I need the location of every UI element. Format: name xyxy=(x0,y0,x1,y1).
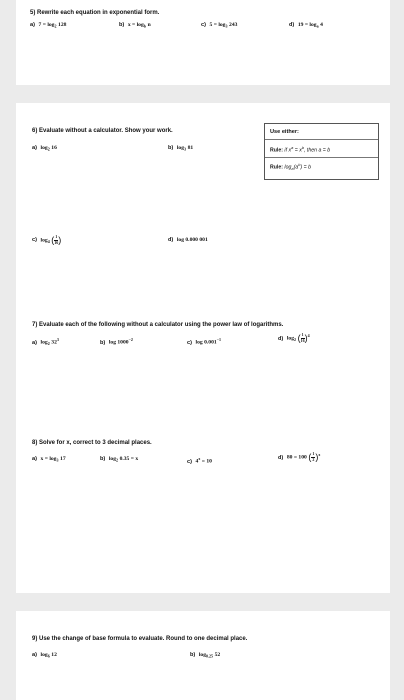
q5-item-b: b) $x = \log_b n$ xyxy=(119,22,151,29)
item-label: d) xyxy=(278,335,284,342)
fraction: $\frac{1}{16}$ xyxy=(300,332,305,343)
item-label: c) xyxy=(187,339,192,346)
item-label: b) xyxy=(100,339,106,346)
q8-item-d: d) 80 = 100 ( $\frac{1}{2}$ )$^x$ xyxy=(278,451,321,463)
item-label: d) xyxy=(289,22,295,28)
item-label: d) xyxy=(278,454,284,461)
item-label: c) xyxy=(32,237,37,244)
fraction: $\frac{1}{16}$ xyxy=(54,234,59,245)
item-label: a) xyxy=(32,456,37,462)
left-paren: ( xyxy=(51,235,55,245)
question-6-title: 6) Evaluate without a calculator. Show your work. xyxy=(32,128,173,134)
q6-item-c: c) $\log_4$ ( $\frac{1}{16}$ ) xyxy=(32,234,62,245)
q6-item-a: a) $\log_2 16$ xyxy=(32,145,57,152)
item-label: b) xyxy=(190,652,196,658)
rule-1: Rule: if $x^a = x^b$, then a = b xyxy=(265,139,378,158)
question-5-title: 5) Rewrite each equation in exponential form. xyxy=(30,10,160,16)
left-paren: ( xyxy=(308,452,312,463)
q7-item-d: d) $\log_2$ ( $\frac{1}{16}$ )$^4$ xyxy=(278,332,310,344)
right-paren: ) xyxy=(304,333,308,344)
item-label: a) xyxy=(30,22,35,28)
q5-item-c: c) $5 = \log_3 243$ xyxy=(201,22,238,29)
item-label: a) xyxy=(32,339,37,346)
q6-item-d: d) log 0.000 001 xyxy=(168,237,208,243)
rules-box xyxy=(264,123,379,180)
question-9-title: 9) Use the change of base formula to evaluate. Round to one decimal place. xyxy=(32,636,248,642)
left-paren: ( xyxy=(297,333,301,344)
rule-2: Rule: $\log_a(a^b) = b$ xyxy=(270,162,311,171)
fraction: $\frac{1}{2}$ xyxy=(312,451,315,462)
q8-item-c: c) $4^x = 10$ xyxy=(187,456,212,465)
q8-item-b: b) $\log_2 0.35 = x$ xyxy=(100,456,139,463)
q9-item-b: b) $\log_{0.25} 52$ xyxy=(190,652,221,659)
item-label: a) xyxy=(32,145,37,151)
item-label: d) xyxy=(168,237,174,243)
question-7-title: 7) Evaluate each of the following without a calculator using the power law of logarithms. xyxy=(32,322,284,328)
item-label: c) xyxy=(187,458,192,465)
question-8-title: 8) Solve for x, correct to 3 decimal places. xyxy=(32,440,152,446)
rule-2-label: Rule: xyxy=(270,164,283,171)
right-paren: ) xyxy=(58,235,62,245)
worksheet-page-3 xyxy=(16,611,390,700)
worksheet-page-1 xyxy=(16,0,390,85)
q9-item-a: a) $\log_6 12$ xyxy=(32,652,57,659)
q7-item-a: a) $\log_2 32^3$ xyxy=(32,337,59,346)
q8-item-a: a) $x = \log_3 17$ xyxy=(32,456,66,463)
right-paren: ) xyxy=(315,452,319,463)
item-label: b) xyxy=(168,145,174,151)
q7-item-b: b) $\log 1000^{-2}$ xyxy=(100,337,133,346)
q6-item-b: b) $\log_3 81$ xyxy=(168,145,194,152)
q7-item-c: c) $\log 0.001^{-1}$ xyxy=(187,337,221,346)
item-label: b) xyxy=(100,456,106,462)
q5-item-a: a) $7 = \log_2 128$ xyxy=(30,22,67,29)
item-label: c) xyxy=(201,22,206,28)
q5-item-d: d) $19 = \log_a 4$ xyxy=(289,22,323,29)
rules-header: Use either: xyxy=(270,129,299,135)
item-label: a) xyxy=(32,652,37,658)
item-label: b) xyxy=(119,22,125,28)
rule-1-label: Rule: xyxy=(270,147,283,154)
